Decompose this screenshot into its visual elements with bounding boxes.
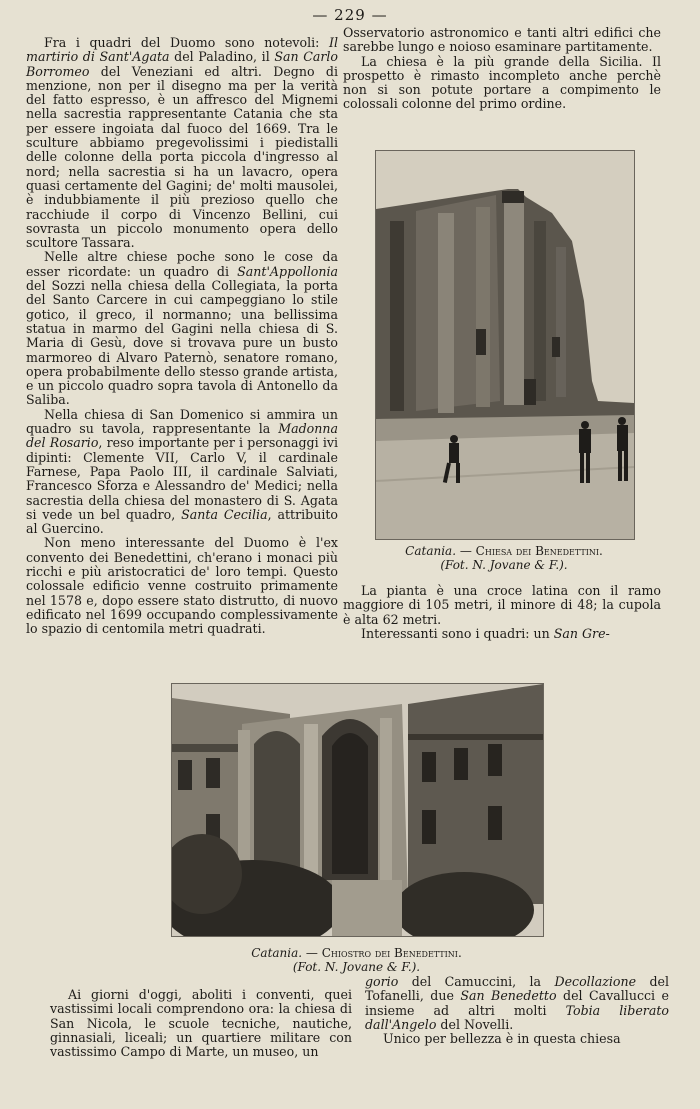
left-column-top [26, 36, 338, 636]
caption-church: Catania. — Chiesa dei Benedettini. (Fot. N. Jovane & F.). [405, 544, 603, 572]
paragraph-unique-beauty: Unico per bellezza è in questa chiesa [383, 1031, 621, 1047]
paragraph-paintings-cont: gorio del Camuccini, la Decollazione del Tofanelli, due San Benedetto del Cavallucci e insieme ad altri molti Tobia liberato dall'Angelo del Novelli. [365, 974, 669, 1032]
page-number: — 229 — [312, 6, 388, 24]
paragraph-duomo-paintings: Fra i quadri del Duomo sono notevoli: Il martirio di Sant'Agata del Paladino, il San Carlo Borromeo del Veneziani ed altri. Degno di menzione, non per il disegno ma per la verità del fatto espresso, è un affresco del Mignemi nella sacrestia rappresentante Catania che sta per essere ingoiata dal fuoco del 1669. Tra le sculture abbiamo pregevolissimi i piedistalli delle colonne della porta piccola d'ingresso al nord; nella sacrestia si ha un lavacro, opera quasi certamente del Gagini; de' molti mausolei, è indubbiamente il più prezioso quello che racchiude il corpo di Vincenzo Bellini, cui sovrasta un piccolo monumento opera dello scultore Tassara. [26, 35, 338, 251]
left-column-bottom [50, 988, 352, 1059]
paragraph-san-domenico: Nella chiesa di San Domenico si ammira un quadro su tavola, rappresentante la Madonna del Rosario, reso importante per i personaggi ivi dipinti: Clemente VII, Carlo V, il cardinale Farnese, Papa Paolo III, il cardinale Salviati, Francesco Sforza e Alessandro de' Medici; nella sacrestia della chiesa del monastero di S. Agata si vede un bel quadro, Santa Cecilia, attribuito al Guercino. [26, 406, 339, 537]
cloister-photo [171, 683, 544, 937]
paragraph-observatory: Osservatorio astronomico e tanti altri edifici che sarebbe lungo e noioso esaminare partitamente. [343, 25, 661, 55]
paragraph-other-churches: Nelle altre chiese poche sono le cose da esser ricordate: un quadro di Sant'Appollonia del Sozzi nella chiesa della Collegiata, la porta del Santo Carcere in cui campeggiano lo stile gotico, il greco, il normanno; una bellissima statua in marmo del Gagini nella chiesa di S. Maria di Gesù, dove si trovava pure un busto marmoreo di Alvaro Paternò, senatore romano, opera probabilmente dello stesso grande artista, e un piccolo quadro sopra tavola di Antonello da Saliba. [26, 249, 338, 408]
paragraph-church-largest: La chiesa è la più grande della Sicilia. Il prospetto è rimasto incompleto anche perchè non si son potute portare a compimento le colossali colonne del primo ordine. [343, 53, 661, 112]
paragraph-benedettini: Non meno interessante del Duomo è l'ex convento dei Benedettini, ch'erano i monaci più ricchi e più aristocratici de' loro tempi. Questo colossale edificio venne costruito primamente nel 1578 e, dopo essere stato distrutto, di nuovo edificato nel 1699 occupando complessivamente lo spazio di centomila metri quadrati. [26, 535, 338, 637]
paragraph-convent-today: Ai giorni d'oggi, aboliti i conventi, quei vastissimi locali comprendono ora: la chiesa di San Nicola, le scuole tecniche, nautiche, ginnasiali, liceali; un quartiere militare con vastissimo Campo di Marte, un museo, un [50, 987, 352, 1060]
church-facade-photo [375, 150, 635, 540]
right-column-mid [343, 584, 661, 641]
right-column-bottom [365, 975, 669, 1046]
paragraph-paintings: Interessanti sono i quadri: un San Gre- [361, 625, 610, 641]
right-column-top [343, 26, 661, 112]
paragraph-plan: La pianta è una croce latina con il ramo maggiore di 105 metri, il minore di 48; la cupola è alta 62 metri. [343, 583, 661, 627]
caption-cloister: Catania. — Chiostro dei Benedettini. (Fot. N. Jovane & F.). [251, 946, 462, 974]
